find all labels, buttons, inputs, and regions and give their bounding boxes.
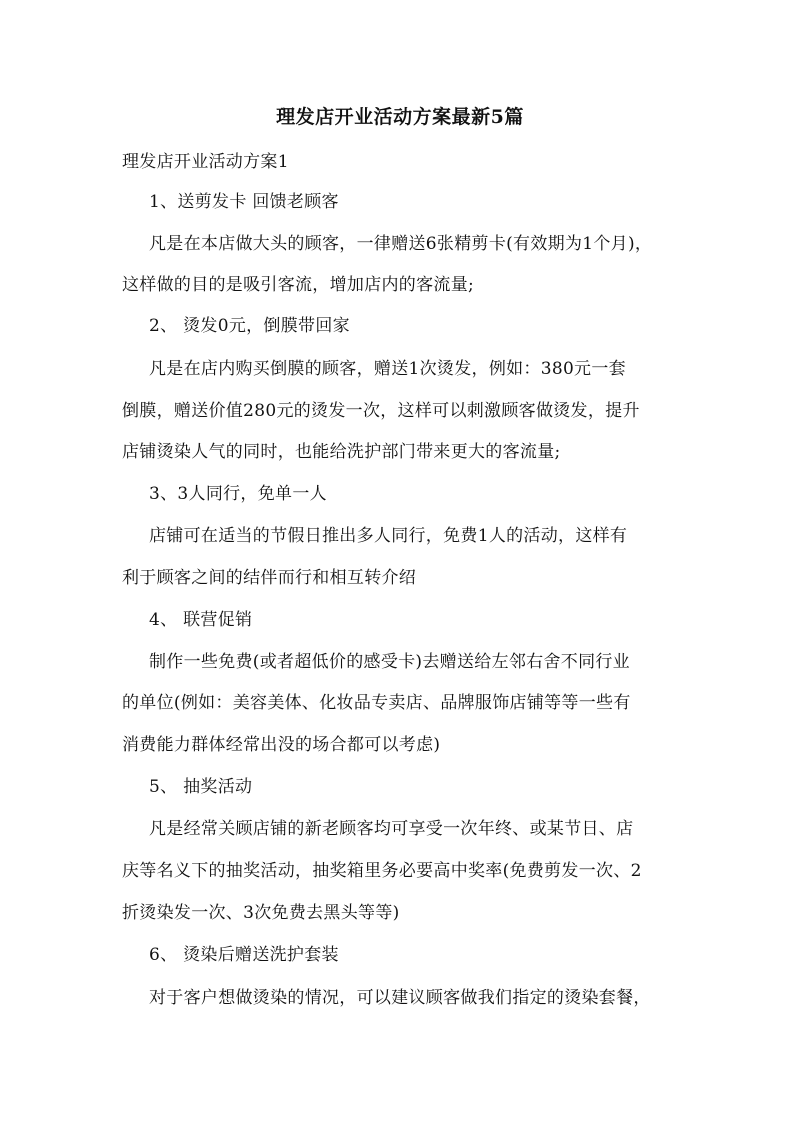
item-heading: 1、送剪发卡 回馈老顾客 — [149, 192, 339, 212]
paragraph-line: 凡是经常关顾店铺的新老顾客均可享受一次年终、或某节日、店 — [149, 819, 634, 839]
paragraph-line: 庆等名义下的抽奖活动，抽奖箱里务必要高中奖率(免费剪发一次、2 — [122, 861, 642, 881]
paragraph-line: 店铺可在适当的节假日推出多人同行，免费1人的活动，这样有 — [149, 526, 628, 546]
item-heading: 4、 联营促销 — [149, 610, 253, 630]
item-heading: 6、 烫染后赠送洗护套装 — [149, 945, 339, 965]
paragraph-line: 凡是在店内购买倒膜的顾客，赠送1次烫发，例如：380元一套 — [149, 359, 626, 379]
item-heading: 3、3人同行，免单一人 — [149, 484, 327, 504]
paragraph-line: 消费能力群体经常出没的场合都可以考虑) — [122, 735, 441, 755]
document-title: 理发店开业活动方案最新5篇 — [276, 106, 524, 128]
paragraph-line: 凡是在本店做大头的顾客，一律赠送6张精剪卡(有效期为1个月)， — [149, 234, 653, 254]
paragraph-line: 倒膜，赠送价值280元的烫发一次，这样可以刺激顾客做烫发，提升 — [122, 401, 640, 421]
paragraph-line: 对于客户想做烫染的情况，可以建议顾客做我们指定的烫染套餐， — [149, 988, 651, 1008]
paragraph-line: 的单位(例如：美容美体、化妆品专卖店、品牌服饰店铺等等一些有 — [122, 693, 631, 713]
item-heading: 2、 烫发0元，倒膜带回家 — [149, 316, 350, 336]
paragraph-line: 制作一些免费(或者超低价的感受卡)去赠送给左邻右舍不同行业 — [149, 652, 630, 672]
paragraph-line: 利于顾客之间的结伴而行和相互转介绍 — [122, 568, 417, 588]
item-heading: 5、 抽奖活动 — [149, 777, 253, 797]
paragraph-line: 店铺烫染人气的同时，也能给洗护部门带来更大的客流量; — [122, 442, 561, 462]
paragraph-line: 折烫染发一次、3次免费去黑头等等) — [122, 903, 400, 923]
paragraph-line: 这样做的目的是吸引客流，增加店内的客流量; — [122, 275, 475, 295]
section-heading: 理发店开业活动方案1 — [122, 152, 289, 172]
